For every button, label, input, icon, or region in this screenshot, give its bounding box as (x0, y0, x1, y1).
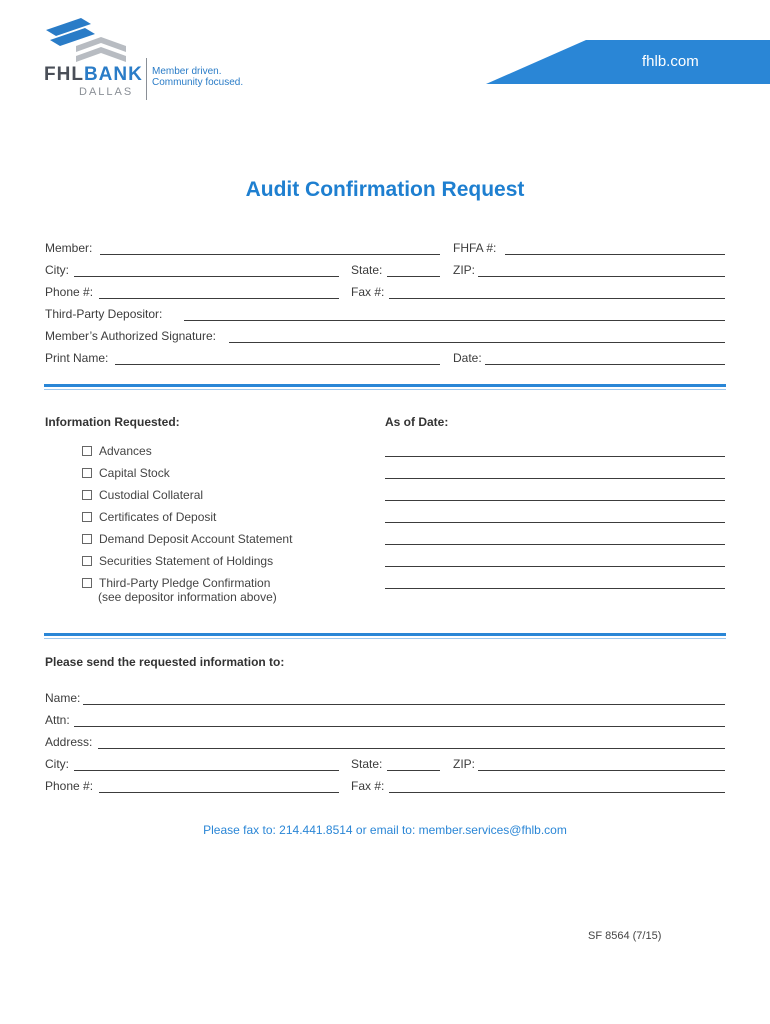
logo-city: DALLAS (79, 86, 134, 98)
signature-label: Member’s Authorized Signature: (45, 329, 216, 343)
send-zip-label: ZIP: (453, 757, 476, 771)
send-city-label: City: (45, 757, 69, 771)
phone-label: Phone #: (45, 285, 94, 299)
send-state-label: State: (351, 757, 383, 771)
as-of-date-field[interactable] (385, 566, 725, 567)
checkbox-icon[interactable] (82, 468, 92, 478)
state-label: State: (351, 263, 383, 277)
send-name-label: Name: (45, 691, 81, 705)
as-of-date-heading: As of Date: (385, 415, 449, 429)
send-fax-label: Fax #: (351, 779, 385, 793)
as-of-date-field[interactable] (385, 500, 725, 501)
fhfa-label: FHFA #: (453, 241, 497, 255)
tagline-1: Member driven. (152, 66, 222, 77)
send-city-field[interactable] (74, 770, 339, 771)
fhfa-field[interactable] (505, 254, 725, 255)
logo-divider (146, 58, 147, 100)
third-party-field[interactable] (184, 320, 725, 321)
logo-wordmark: FHLBANK (44, 64, 143, 85)
member-field[interactable] (100, 254, 440, 255)
send-attn-field[interactable] (74, 726, 725, 727)
third-party-label: Third-Party Depositor: (45, 307, 163, 321)
date-field[interactable] (485, 364, 725, 365)
member-label: Member: (45, 241, 93, 255)
state-field[interactable] (387, 276, 440, 277)
checkbox-advances[interactable]: Advances (82, 444, 152, 458)
depositor-note: (see depositor information above) (98, 590, 277, 604)
info-requested-heading: Information Requested: (45, 415, 180, 429)
section-divider-2 (44, 633, 726, 636)
zip-field[interactable] (478, 276, 725, 277)
send-address-label: Address: (45, 735, 93, 749)
checkbox-icon[interactable] (82, 446, 92, 456)
send-attn-label: Attn: (45, 713, 70, 727)
print-name-label: Print Name: (45, 351, 109, 365)
fax-label: Fax #: (351, 285, 385, 299)
checkbox-icon[interactable] (82, 490, 92, 500)
fax-field[interactable] (389, 298, 725, 299)
send-name-field[interactable] (83, 704, 725, 705)
checkbox-icon[interactable] (82, 556, 92, 566)
city-field[interactable] (74, 276, 339, 277)
phone-field[interactable] (99, 298, 339, 299)
form-number: SF 8564 (7/15) (588, 930, 662, 942)
send-address-field[interactable] (98, 748, 725, 749)
zip-label: ZIP: (453, 263, 476, 277)
checkbox-securities-statement[interactable]: Securities Statement of Holdings (82, 554, 273, 568)
section-divider-1-thin (44, 389, 726, 390)
send-zip-field[interactable] (478, 770, 725, 771)
checkbox-icon[interactable] (82, 578, 92, 588)
tagline-2: Community focused. (152, 77, 244, 88)
city-label: City: (45, 263, 69, 277)
checkbox-demand-deposit[interactable]: Demand Deposit Account Statement (82, 532, 292, 546)
header-banner (486, 40, 770, 84)
as-of-date-field[interactable] (385, 478, 725, 479)
section-divider-1 (44, 384, 726, 387)
print-name-field[interactable] (115, 364, 440, 365)
checkbox-third-party-pledge[interactable]: Third-Party Pledge Confirmation (82, 576, 270, 590)
as-of-date-field[interactable] (385, 522, 725, 523)
checkbox-custodial-collateral[interactable]: Custodial Collateral (82, 488, 203, 502)
checkbox-capital-stock[interactable]: Capital Stock (82, 466, 170, 480)
send-fax-field[interactable] (389, 792, 725, 793)
as-of-date-field[interactable] (385, 544, 725, 545)
page-title: Audit Confirmation Request (245, 178, 525, 201)
contact-note: Please fax to: 214.441.8514 or email to: member.services@fhlb.com (203, 823, 567, 837)
site-link[interactable]: fhlb.com (642, 53, 699, 70)
section-divider-2-thin (44, 638, 726, 639)
fhlbank-logo-mark (46, 18, 136, 64)
checkbox-icon[interactable] (82, 534, 92, 544)
checkbox-certificates-of-deposit[interactable]: Certificates of Deposit (82, 510, 216, 524)
checkbox-icon[interactable] (82, 512, 92, 522)
as-of-date-field[interactable] (385, 588, 725, 589)
signature-field[interactable] (229, 342, 725, 343)
as-of-date-field[interactable] (385, 456, 725, 457)
send-phone-label: Phone #: (45, 779, 94, 793)
send-phone-field[interactable] (99, 792, 339, 793)
date-label: Date: (453, 351, 482, 365)
send-state-field[interactable] (387, 770, 440, 771)
send-heading: Please send the requested information to: (45, 655, 285, 669)
